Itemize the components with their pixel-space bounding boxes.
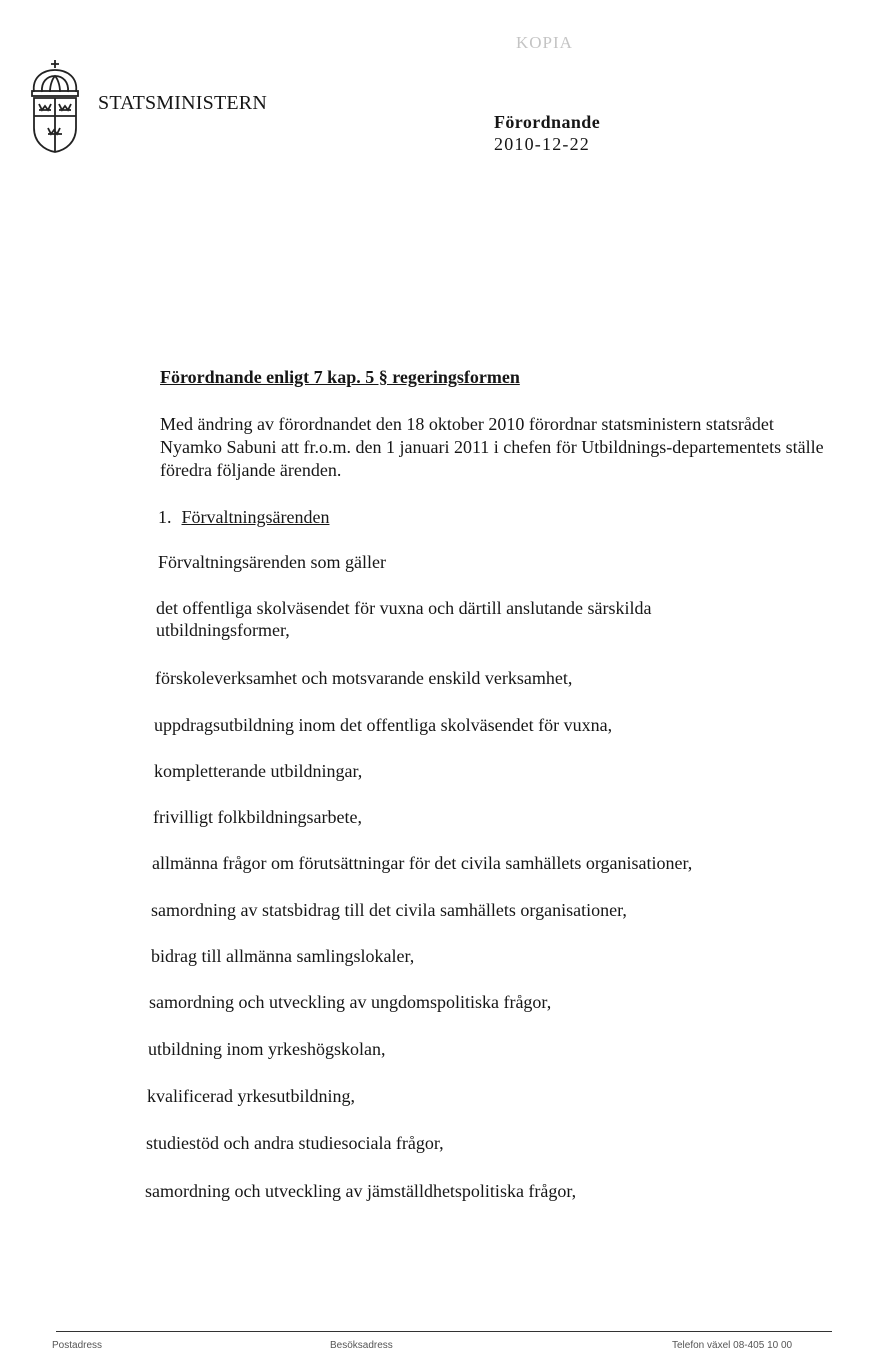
list-item: studiestöd och andra studiesociala frågor, (146, 1133, 444, 1153)
copy-stamp: KOPIA (516, 33, 573, 52)
footer-divider (56, 1331, 832, 1332)
section-lead: Förvaltningsärenden som gäller (158, 552, 386, 572)
list-item: det offentliga skolväsendet för vuxna och därtill anslutande särskilda utbildningsformer, (156, 598, 652, 640)
list-item: bidrag till allmänna samlingslokaler, (151, 946, 415, 966)
organization-name: STATSMINISTERN (98, 92, 267, 114)
list-item: samordning och utveckling av ungdomspolitiska frågor, (149, 992, 552, 1012)
section-heading (158, 507, 329, 528)
list-item: samordning av statsbidrag till det civila samhällets organisationer, (151, 900, 627, 920)
document-heading: Förordnande enligt 7 kap. 5 § regeringsformen (160, 367, 520, 387)
list-item: uppdragsutbildning inom det offentliga skolväsendet för vuxna, (154, 715, 613, 735)
section-title: Förvaltningsärenden (181, 507, 330, 527)
footer-visit-label: Besöksadress (330, 1340, 393, 1351)
document-type: Förordnande (494, 112, 601, 132)
section-number: 1. (158, 507, 172, 527)
list-item: kompletterande utbildningar, (154, 761, 363, 781)
footer-phone-label: Telefon växel 08-405 10 00 (672, 1340, 793, 1351)
list-item: förskoleverksamhet och motsvarande enskild verksamhet, (155, 668, 573, 688)
footer-postal-label: Postadress (52, 1340, 103, 1351)
list-item: allmänna frågor om förutsättningar för det civila samhällets organisationer, (152, 853, 693, 873)
coat-of-arms-icon (20, 58, 90, 154)
intro-paragraph: Med ändring av förordnandet den 18 oktober 2010 förordnar statsministern statsrådet Nyamko Sabuni att fr.o.m. den 1 januari 2011 i chefen för Utbildnings-departementets ställe föredra följande ärenden. (160, 414, 824, 480)
list-item: kvalificerad yrkesutbildning, (147, 1086, 355, 1106)
list-item: frivilligt folkbildningsarbete, (153, 807, 362, 827)
list-item: samordning och utveckling av jämställdhetspolitiska frågor, (145, 1181, 577, 1201)
list-item: utbildning inom yrkeshögskolan, (148, 1039, 386, 1059)
document-date: 2010-12-22 (494, 134, 590, 154)
